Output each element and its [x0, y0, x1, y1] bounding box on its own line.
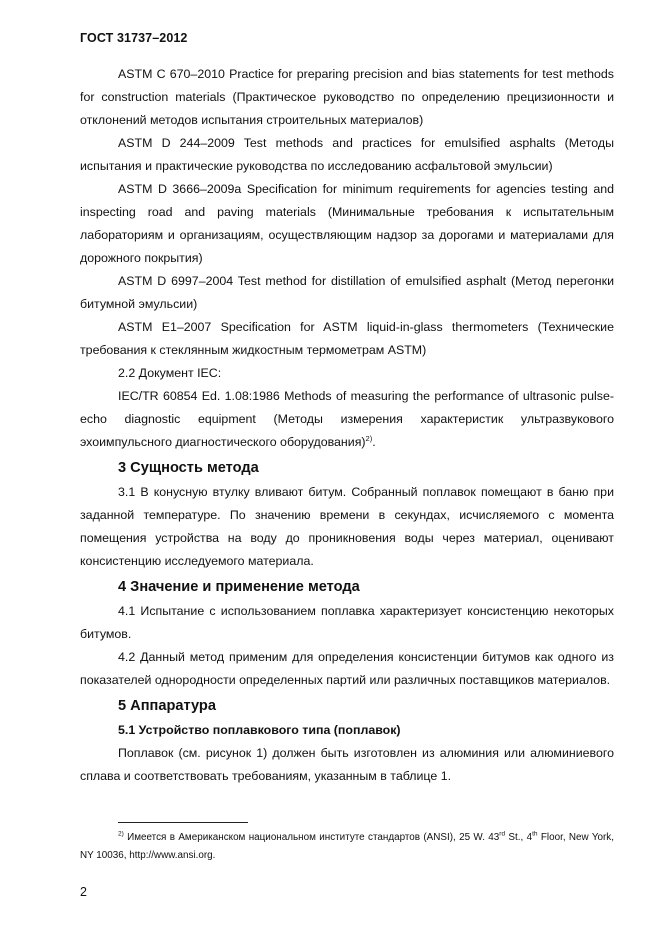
- reference-astm-d6997: ASTM D 6997–2004 Test method for distillation of emulsified asphalt (Метод перегонки битумной эмульсии): [80, 274, 614, 311]
- page-content: [80, 63, 614, 788]
- iec-text-end: .: [372, 435, 376, 449]
- footnote-ref[interactable]: 2): [365, 433, 373, 443]
- page-header: ГОСТ 31737–2012: [80, 31, 188, 45]
- reference-astm-e1: ASTM E1–2007 Specification for ASTM liquid-in-glass thermometers (Технические требования к стеклянным жидкостным термометрам ASTM): [80, 320, 614, 357]
- section-3-1: 3.1 В конусную втулку вливают битум. Собранный поплавок помещают в баню при заданной температуре. По значению времени в секундах, исчисляемого с момента помещения устройства на воду до проникновения воды через материал, оценивают консистенцию исследуемого материала.: [80, 485, 614, 568]
- section-4-1: 4.1 Испытание с использованием поплавка характеризует консистенцию некоторых битумов.: [80, 604, 614, 641]
- section-5-1-text: Поплавок (см. рисунок 1) должен быть изготовлен из алюминия или алюминиевого сплава и соответствовать требованиям, указанным в таблице 1.: [80, 746, 614, 783]
- section-3-title: 3 Сущность метода: [118, 460, 259, 476]
- section-4-2: 4.2 Данный метод применим для определения консистенции битумов как одного из показателей однородности определенных партий или различных поставщиков материалов.: [80, 650, 614, 687]
- iec-heading: 2.2 Документ IEC:: [118, 366, 222, 380]
- page-number: 2: [80, 885, 87, 899]
- footnote-sup-th: th: [532, 830, 538, 838]
- footnote-text-c: Floor, New York, NY 10036, http://www.ansi.org.: [80, 832, 614, 861]
- reference-astm-d3666: ASTM D 3666–2009a Specification for minimum requirements for agencies testing and inspecting road and paving materials (Минимальные требования к испытательным лабораториям и организациям, осуществляющим надзор за дорогами и материалами для дорожного покрытия): [80, 182, 614, 265]
- section-5-1-title: 5.1 Устройство поплавкового типа (поплавок): [118, 723, 401, 737]
- section-4-title: 4 Значение и применение метода: [118, 579, 360, 595]
- reference-astm-c670: ASTM C 670–2010 Practice for preparing precision and bias statements for test methods for construction materials (Практическое руководство по определению прецизионности и отклонений методов испытания строительных материалов): [80, 67, 614, 127]
- iec-text: IEC/TR 60854 Ed. 1.08:1986 Methods of measuring the performance of ultrasonic pulse-echo diagnostic equipment (Методы измерения характеристик ультразвукового эхоимпульсного диагностического оборудования): [80, 389, 614, 449]
- footnote-divider: [118, 822, 248, 823]
- footnote-mark: 2): [118, 830, 124, 838]
- reference-astm-d244: ASTM D 244–2009 Test methods and practices for emulsified asphalts (Методы испытания и практические руководства по исследованию асфальтовой эмульсии): [80, 136, 614, 173]
- footnote-text-b: St., 4: [505, 832, 533, 843]
- reference-iec-60854: [80, 385, 614, 454]
- footnote-text-a: Имеется в Американском национальном институте стандартов (ANSI), 25 W. 43: [127, 832, 500, 843]
- section-5-title: 5 Аппаратура: [118, 698, 216, 714]
- footnote: [80, 829, 614, 865]
- footnote-sup-rd: rd: [499, 830, 506, 838]
